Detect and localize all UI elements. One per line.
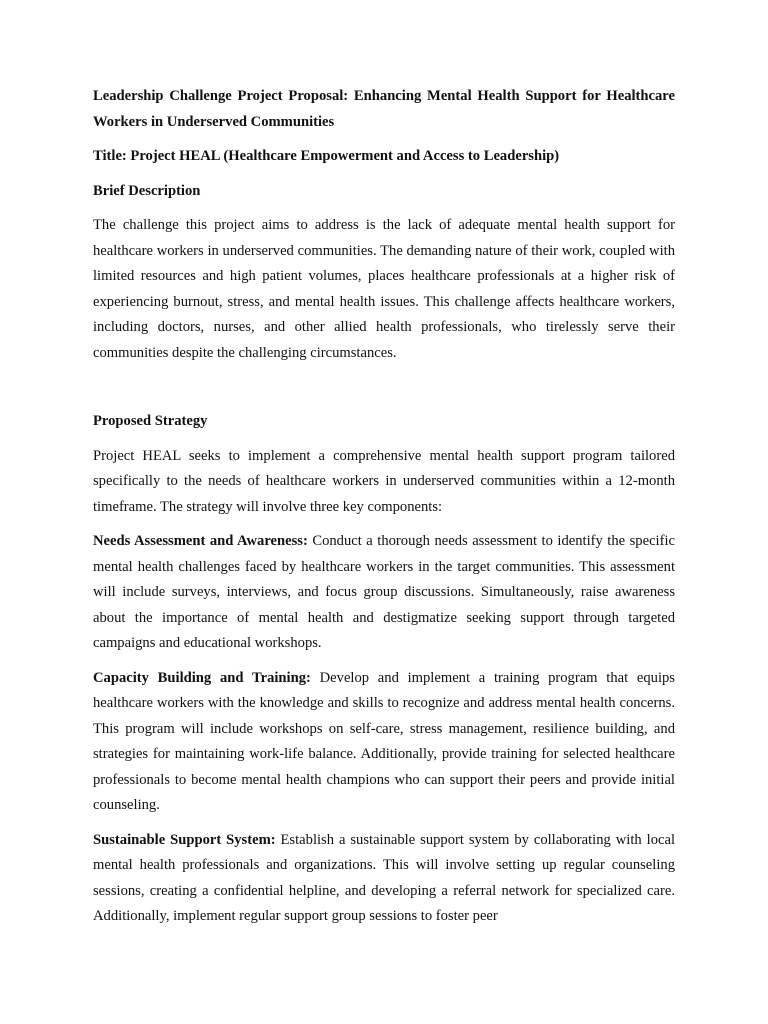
- component-needs-assessment: [93, 529, 675, 657]
- brief-description-paragraph: The challenge this project aims to address is the lack of adequate mental health support for healthcare workers in underserved communities. The demanding nature of their work, coupled with limited resources and high patient volumes, places healthcare professionals at a higher risk of experiencing burnout, stress, and mental health issues. This challenge affects healthcare workers, including doctors, nurses, and other allied health professionals, who tirelessly serve their communities despite the challenging circumstances.: [93, 217, 675, 361]
- project-title: Title: Project HEAL (Healthcare Empowerment and Access to Leadership): [93, 148, 560, 164]
- brief-description-heading: Brief Description: [93, 182, 201, 199]
- component-lead: Needs Assessment and Awareness:: [93, 533, 308, 549]
- proposed-strategy-intro: Project HEAL seeks to implement a comprehensive mental health support program tailored specifically to the needs of healthcare workers in underserved communities within a 12-month timeframe. The strategy will involve three key components:: [93, 447, 675, 515]
- component-sustainable-support: [93, 828, 675, 930]
- component-text: Establish a sustainable support system by collaborating with local mental health professionals and organizations. This will involve setting up regular counseling sessions, creating a confidential helpline, and developing a referral network for specialized care. Additionally, implement regular support group sessions to foster peer: [93, 831, 675, 924]
- proposed-strategy-heading: Proposed Strategy: [93, 413, 208, 429]
- document-title: Leadership Challenge Project Proposal: Enhancing Mental Health Support for Healthcare Workers in Underserved Communities: [93, 88, 675, 130]
- component-text: Conduct a thorough needs assessment to identify the specific mental health challenges faced by healthcare workers in the target communities. This assessment will include surveys, interviews, and focus group discussions. Simultaneously, raise awareness about the importance of mental health and destigmatize seeking support through targeted campaigns and educational workshops.: [93, 533, 675, 651]
- document-page: [93, 84, 675, 939]
- component-text: Develop and implement a training program that equips healthcare workers with the knowledge and skills to recognize and address mental health concerns. This program will include workshops on self-care, stress management, resilience building, and strategies for maintaining work-life balance. Additionally, provide training for selected healthcare professionals to become mental health champions who can support their peers and provide initial counseling.: [93, 669, 675, 813]
- component-capacity-building: [93, 666, 675, 819]
- component-lead: Capacity Building and Training:: [93, 669, 311, 686]
- component-lead: Sustainable Support System:: [93, 831, 276, 848]
